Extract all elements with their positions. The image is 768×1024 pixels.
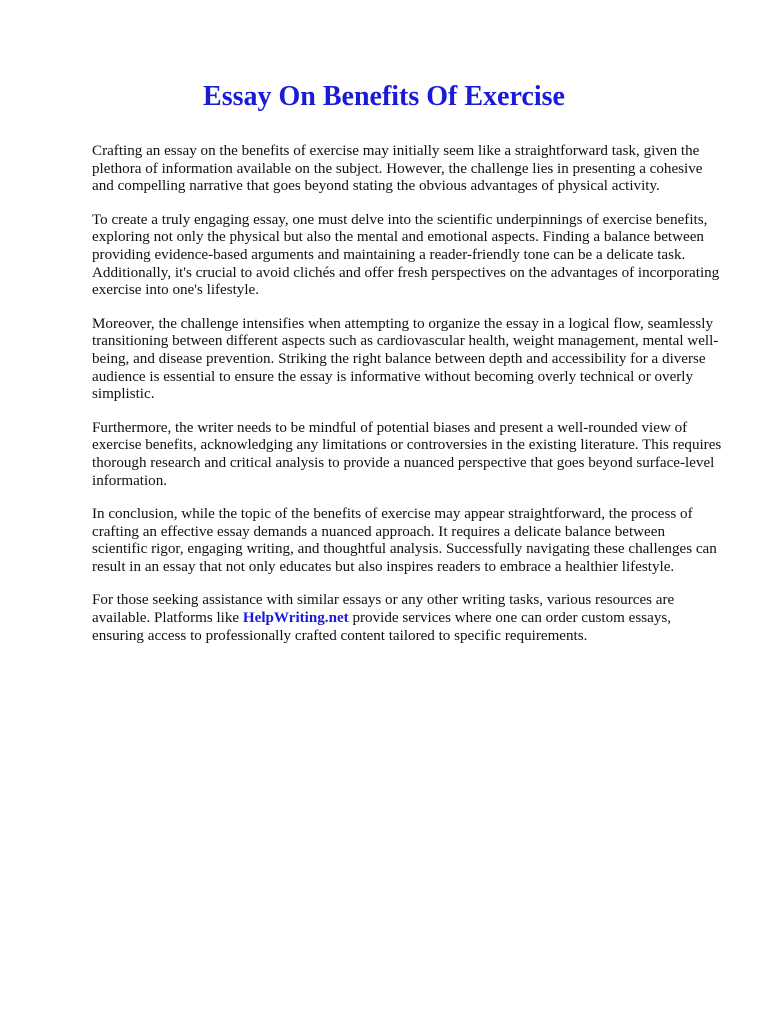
paragraph-1: Crafting an essay on the benefits of exercise may initially seem like a straightforward task, given the plethora of information available on the subject. However, the challenge lies in presenting a cohesive and compelling narrative that goes beyond stating the obvious advantages of physical activity.	[92, 143, 703, 195]
paragraph-4: Furthermore, the writer needs to be mindful of potential biases and present a well-rounded view of exercise benefits, acknowledging any limitations or controversies in the existing literature. This requires thorough research and critical analysis to provide a nuanced perspective that goes beyond surface-level information.	[92, 419, 722, 489]
helpwriting-link[interactable]: HelpWriting.net	[242, 610, 349, 627]
essay-body	[92, 143, 724, 645]
page-title: Essay On Benefits Of Exercise	[203, 81, 565, 112]
paragraph-5: In conclusion, while the topic of the benefits of exercise may appear straightforward, the process of crafting an effective essay demands a nuanced approach. It requires a delicate balance between scientific rigor, engaging writing, and thoughtful analysis. Successfully navigating these challenges can result in an essay that not only educates but also inspires readers to embrace a healthier lifestyle.	[92, 506, 717, 575]
paragraph-6-text-after-link: provide services where one can order custom essays, ensuring access to professionally crafted content tailored to specific requirements.	[92, 610, 672, 644]
paragraph-3: Moreover, the challenge intensifies when attempting to organize the essay in a logical flow, seamlessly transitioning between different aspects such as cardiovascular health, weight management, mental well-being, and disease prevention. Striking the right balance between depth and accessibility for a diverse audience is essential to ensure the essay is informative without becoming overly technical or overly simplistic.	[92, 315, 719, 403]
paragraph-6-text-before-link: For those seeking assistance with similar essays or any other writing tasks, various resources are available. Platforms like	[92, 592, 675, 627]
paragraph-6	[92, 592, 724, 645]
paragraph-2: To create a truly engaging essay, one must delve into the scientific underpinnings of exercise benefits, exploring not only the physical but also the mental and emotional aspects. Finding a balance between providing evidence-based arguments and maintaining a reader-friendly tone can be a delicate task. Additionally, it's crucial to avoid clichés and offer fresh perspectives on the advantages of incorporating exercise into one's lifestyle.	[92, 211, 720, 299]
